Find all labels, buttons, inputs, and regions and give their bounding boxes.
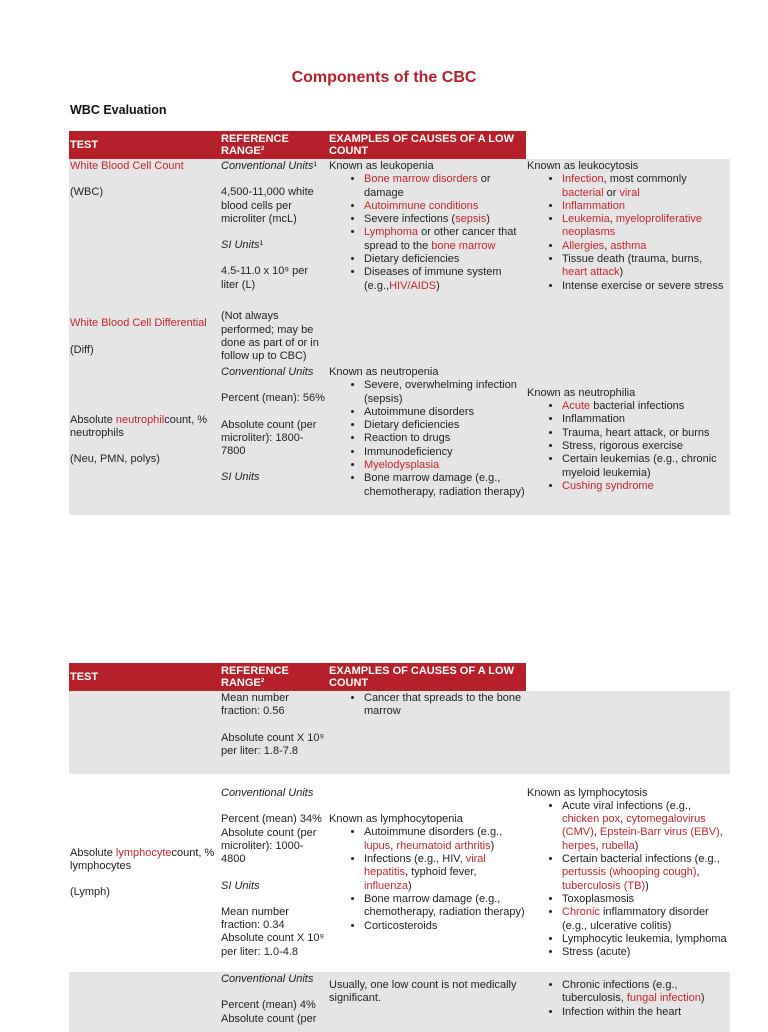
diff-range-cell: (Not always performed; may be done as part of or in follow up to CBC) — [220, 309, 328, 365]
link-chicken-pox[interactable]: chicken pox — [562, 813, 621, 826]
table-row-diff — [69, 309, 730, 365]
mono-low-text: Usually, one low count is not medically significant. — [329, 979, 517, 1005]
cont-low-list — [329, 692, 525, 719]
text: count, % neutrophils — [70, 413, 208, 439]
text: Severe infections ( — [364, 213, 456, 226]
lymph-range-cell — [220, 774, 328, 972]
wbc-high-list — [527, 173, 729, 293]
list-item: • Bone marrow damage (e.g., chemotherapy, radiation therapy) — [364, 472, 525, 499]
lymph-high-cell — [526, 774, 730, 972]
list-item — [562, 800, 729, 853]
cont-low-cell — [328, 691, 526, 774]
list-item: • Lymphocytic leukemia, lymphoma — [562, 933, 729, 946]
text: , — [595, 839, 602, 852]
text: ) — [634, 839, 639, 852]
link-cushing-syndrome[interactable]: Cushing syndrome — [562, 479, 654, 492]
list-item — [562, 480, 729, 493]
cont-range-cell — [220, 691, 328, 774]
text: Tissue death (trauma, burns, — [562, 253, 703, 266]
text: Certain bacterial infections (e.g., — [562, 853, 720, 866]
text: inflammatory disorder (e.g., ulcerative colitis) — [562, 906, 709, 932]
text: , — [609, 213, 616, 226]
mono-low-cell — [328, 972, 526, 1032]
link-infection[interactable]: Infection — [562, 173, 604, 186]
lymph-conv-units: Conventional Units — [221, 787, 314, 800]
neut-low-intro: Known as neutropenia — [329, 366, 439, 378]
text: Absolute — [70, 846, 116, 859]
mono-high-cell — [526, 972, 730, 1032]
mono-abs-count: Absolute count (per — [221, 1012, 317, 1025]
link-bone-marrow-disorders[interactable]: Bone marrow disorders — [364, 173, 478, 186]
text: or — [603, 186, 620, 199]
wbc-abbr: (WBC) — [70, 186, 103, 199]
table-row-lymphocyte — [69, 774, 730, 972]
cbc-table-1 — [69, 131, 730, 515]
link-cytomegalovirus[interactable]: cytomegalovirus (CMV) — [562, 813, 706, 839]
list-item — [364, 459, 525, 472]
list-item: • Infection within the heart — [562, 1006, 729, 1019]
diff-link[interactable]: White Blood Cell Differential — [70, 317, 207, 330]
link-rubella[interactable]: rubella — [601, 839, 635, 852]
text: , — [620, 813, 627, 826]
cbc-table-2 — [69, 663, 730, 1032]
list-item: • Trauma, heart attack, or burns — [562, 427, 729, 440]
link-leukemia[interactable]: Leukemia — [562, 213, 610, 226]
link-pertussis[interactable]: pertussis (whooping cough) — [562, 866, 697, 879]
link-influenza[interactable]: influenza — [364, 879, 409, 892]
link-sepsis[interactable]: sepsis — [455, 213, 487, 226]
text: , most commonly — [603, 173, 687, 186]
diff-low-cell — [328, 309, 526, 365]
list-item — [562, 906, 729, 933]
list-item: • Certain leukemias (e.g., chronic myeloid leukemia) — [562, 453, 729, 480]
table-row-wbc — [69, 159, 730, 309]
text: ) — [408, 879, 412, 892]
text: , — [696, 866, 700, 879]
list-item: • Corticosteroids — [364, 920, 525, 933]
text: ) — [619, 266, 624, 279]
wbc-si-units: SI Units — [221, 239, 260, 252]
wbc-range-cell — [220, 159, 328, 309]
text: , typhoid fever, — [404, 866, 477, 879]
text: ) — [490, 839, 495, 852]
list-item: • Cancer that spreads to the bone marrow — [364, 692, 525, 719]
link-lymphocyte[interactable]: lymphocyte — [115, 846, 172, 859]
link-tuberculosis[interactable]: tuberculosis (TB) — [562, 879, 646, 892]
neut-low-list — [329, 379, 525, 499]
header-range: REFERENCE RANGE² — [220, 131, 328, 159]
lymph-high-list — [527, 800, 729, 960]
lymph-percent: Percent (mean) 34% — [221, 813, 322, 826]
link-herpes[interactable]: herpes — [562, 839, 596, 852]
neut-abbr: (Neu, PMN, polys) — [70, 453, 160, 466]
text: ) — [700, 992, 705, 1005]
list-item — [364, 213, 525, 226]
text: count, % lymphocytes — [70, 846, 215, 872]
neut-percent: Percent (mean): 56% — [221, 392, 325, 405]
list-item: • Stress (acute) — [562, 946, 729, 959]
link-neutrophil[interactable]: neutrophil — [115, 413, 165, 426]
neut-low-cell — [328, 365, 526, 515]
list-item: • Stress, rigorous exercise — [562, 440, 729, 453]
text: ) — [436, 279, 440, 292]
list-item: • Inflammation — [562, 413, 729, 426]
link-myeloproliferative-neoplasms[interactable]: myeloproliferative neoplasms — [562, 213, 703, 239]
list-item — [562, 200, 729, 213]
diff-high-cell — [526, 309, 730, 365]
wbc-test-cell — [69, 159, 220, 309]
list-item: • Toxoplasmosis — [562, 893, 729, 906]
mono-high-list — [527, 979, 729, 1019]
list-item — [562, 253, 729, 280]
neut-si-units: SI Units — [221, 471, 260, 484]
header-blank — [526, 663, 730, 691]
list-item: • Reaction to drugs — [364, 432, 525, 445]
list-item — [364, 266, 525, 293]
neut-high-intro: Known as neutrophilia — [527, 386, 636, 399]
neut-range-cell — [220, 365, 328, 515]
link-hiv-aids[interactable]: HIV/AIDS — [389, 279, 437, 292]
table-row-neutrophil-cont — [69, 691, 730, 774]
list-item — [562, 400, 729, 413]
lymph-abbr: (Lymph) — [70, 886, 110, 899]
text: , — [604, 239, 611, 252]
header-test: TEST — [69, 663, 220, 691]
link-rheumatoid-arthritis[interactable]: rheumatoid arthritis — [396, 839, 491, 852]
section-title: WBC Evaluation — [70, 103, 167, 117]
text: Chronic infections (e.g., tuberculosis, — [562, 979, 678, 1005]
link-fungal-infection[interactable]: fungal infection — [626, 992, 701, 1005]
text: Diseases of immune system (e.g., — [364, 266, 502, 292]
text: Autoimmune disorders (e.g., — [364, 826, 503, 839]
header-low: EXAMPLES OF CAUSES OF A LOW COUNT — [328, 663, 526, 691]
link-acute[interactable]: Acute — [562, 400, 591, 413]
text: , — [719, 826, 723, 839]
header-test: TEST — [69, 131, 220, 159]
link-inflammation[interactable]: Inflammation — [562, 199, 625, 212]
wbc-low-list — [329, 173, 525, 293]
list-item: • Severe, overwhelming infection (sepsis) — [364, 379, 525, 406]
lymph-abs-si: Absolute count X 10⁹ per liter: 1.0-4.8 — [221, 932, 325, 958]
link-chronic[interactable]: Chronic — [562, 906, 600, 919]
list-item — [364, 226, 525, 253]
link-epstein-barr-virus[interactable]: Epstein-Barr virus (EBV) — [599, 826, 720, 839]
neut-test-cell — [69, 365, 220, 515]
list-item — [562, 853, 729, 893]
text: or other cancer that spread to the — [364, 226, 517, 252]
table-header-row — [69, 131, 730, 159]
cont-mean: Mean number fraction: 0.56 — [221, 692, 289, 718]
text: , — [390, 839, 397, 852]
diff-abbr: (Diff) — [70, 343, 94, 356]
link-viral-hepatitis[interactable]: viral hepatitis — [364, 853, 486, 879]
text: , — [593, 826, 600, 839]
list-item: • Dietary deficiencies — [364, 419, 525, 432]
list-item — [562, 240, 729, 253]
lymph-si-units: SI Units — [221, 879, 260, 892]
page-title: Components of the CBC — [291, 69, 477, 86]
link-bacterial[interactable]: bacterial — [562, 186, 604, 199]
lymph-test-cell — [69, 774, 220, 972]
link-bone-marrow[interactable]: bone marrow — [431, 239, 496, 252]
table-row-neutrophil — [69, 365, 730, 515]
lymph-high-intro: Known as lymphocytosis — [527, 786, 648, 799]
list-item — [562, 213, 729, 240]
list-item — [562, 173, 729, 200]
text: Infections (e.g., HIV, — [364, 853, 466, 866]
table-header-row — [69, 663, 730, 691]
mono-test-cell — [69, 972, 220, 1032]
mono-percent: Percent (mean) 4% — [221, 999, 316, 1012]
link-asthma[interactable]: asthma — [610, 239, 647, 252]
lymph-low-cell — [328, 774, 526, 972]
lymph-abs-count: Absolute count (per microliter): 1000-4800 — [221, 826, 317, 866]
list-item: • Immunodeficiency — [364, 446, 525, 459]
list-item: • Intense exercise or severe stress — [562, 280, 729, 293]
text: Acute viral infections (e.g., — [562, 799, 692, 812]
list-item — [562, 979, 729, 1006]
wbc-si-value: 4.5-11.0 x 10⁹ per liter (L) — [221, 265, 309, 291]
header-range: REFERENCE RANGE² — [220, 663, 328, 691]
list-item — [364, 173, 525, 200]
neut-high-list — [527, 400, 729, 493]
cont-high-cell — [526, 691, 730, 774]
text: or damage — [364, 173, 491, 199]
link-lymphoma[interactable]: Lymphoma — [364, 226, 419, 239]
table-row-monocyte — [69, 972, 730, 1032]
list-item — [364, 826, 525, 853]
lymph-mean: Mean number fraction: 0.34 — [221, 905, 289, 932]
wbc-conv-sup: ¹ — [313, 160, 318, 172]
mono-conv-units: Conventional Units — [221, 973, 314, 985]
wbc-low-cell — [328, 159, 526, 309]
lymph-low-list — [329, 826, 525, 932]
cont-test-cell — [69, 691, 220, 774]
wbc-link[interactable]: White Blood Cell Count — [70, 160, 184, 172]
link-allergies[interactable]: Allergies — [562, 239, 605, 252]
text: ) — [645, 879, 649, 892]
wbc-conv-units: Conventional Units — [221, 160, 314, 172]
neut-conv-units: Conventional Units — [221, 366, 314, 378]
text: ) — [486, 213, 490, 226]
mono-range-cell — [220, 972, 328, 1032]
wbc-high-cell — [526, 159, 730, 309]
link-myelodysplasia[interactable]: Myelodysplasia — [364, 459, 440, 472]
link-lupus[interactable]: lupus — [364, 839, 391, 852]
link-viral[interactable]: viral — [619, 186, 640, 199]
list-item: • Dietary deficiencies — [364, 253, 525, 266]
text: Absolute — [70, 413, 116, 426]
header-blank — [526, 131, 730, 159]
wbc-conv-value: 4,500-11,000 white blood cells per microliter (mcL) — [221, 186, 314, 225]
link-heart-attack[interactable]: heart attack — [562, 266, 620, 279]
wbc-si-sup: ¹ — [259, 239, 264, 252]
list-item — [364, 200, 525, 213]
list-item: • Bone marrow damage (e.g., chemotherapy, radiation therapy) — [364, 893, 525, 920]
neut-high-cell — [526, 365, 730, 515]
lymph-low-intro: Known as lymphocytopenia — [329, 813, 463, 826]
list-item: • Autoimmune disorders — [364, 406, 525, 419]
list-item — [364, 853, 525, 893]
cont-abs: Absolute count X 10⁹ per liter: 1.8-7.8 — [221, 731, 325, 757]
text: bacterial infections — [590, 400, 685, 413]
wbc-high-intro: Known as leukocytosis — [527, 160, 639, 172]
header-low: EXAMPLES OF CAUSES OF A LOW COUNT — [328, 131, 526, 159]
neut-abs-count: Absolute count (per microliter): 1800-7800 — [221, 418, 317, 458]
wbc-low-intro: Known as leukopenia — [329, 160, 434, 172]
diff-test-cell — [69, 309, 220, 365]
link-autoimmune-conditions[interactable]: Autoimmune conditions — [364, 199, 479, 212]
